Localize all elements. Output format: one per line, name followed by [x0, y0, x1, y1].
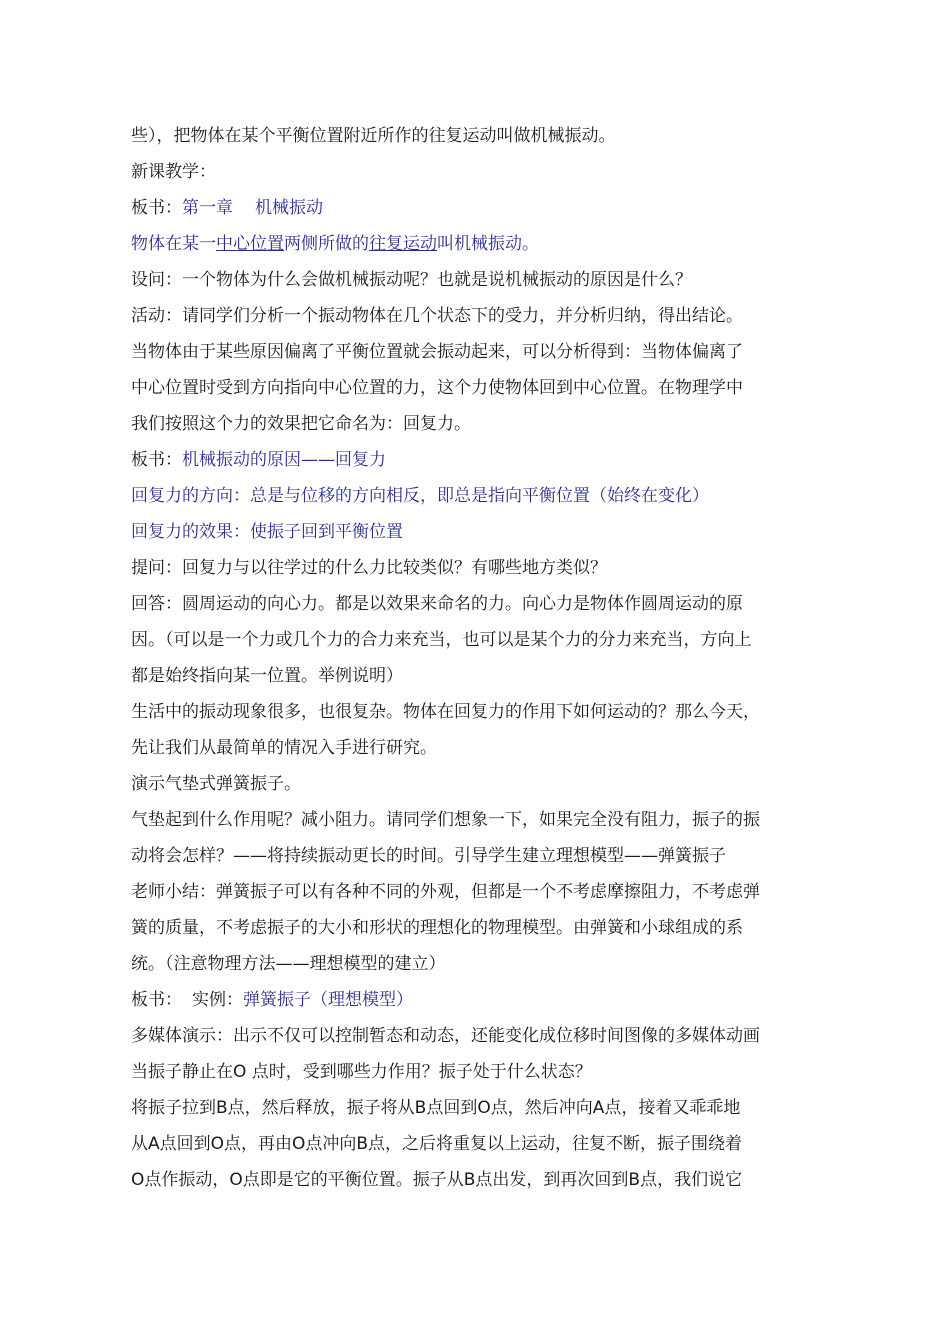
board-text: 机械振动的原因——回复力	[182, 450, 386, 470]
board-heading	[131, 442, 831, 478]
paragraph-line: 新课教学：	[131, 162, 216, 182]
paragraph-line: 提问：回复力与以往学过的什么力比较类似？有哪些地方类似？	[131, 558, 607, 578]
paragraph-line: 回复力的方向：总是与位移的方向相反，即总是指向平衡位置（始终在变化）	[131, 486, 709, 506]
example-label: 实例：	[192, 990, 243, 1010]
paragraph-line: 从A点回到O点，再由O点冲向B点，之后将重复以上运动，往复不断，振子围绕着	[131, 1134, 743, 1154]
underlined-term: 往复运动	[369, 234, 437, 254]
paragraph-line: 生活中的振动现象很多，也很复杂。物体在回复力的作用下如何运动的？那么今天，	[131, 702, 760, 722]
paragraph-line: 簧的质量，不考虑振子的大小和形状的理想化的物理模型。由弹簧和小球组成的系	[131, 918, 743, 938]
chapter-title: 机械振动	[255, 198, 323, 218]
underlined-term: 中心位置	[216, 234, 284, 254]
paragraph-line: 中心位置时受到方向指向中心位置的力，这个力使物体回到中心位置。在物理学中	[131, 378, 743, 398]
paragraph-line: 动将会怎样？——将持续振动更长的时间。引导学生建立理想模型——弹簧振子	[131, 846, 726, 866]
document-page	[131, 118, 831, 1198]
paragraph-line: 设问：一个物体为什么会做机械振动呢？也就是说机械振动的原因是什么？	[131, 270, 692, 290]
paragraph-line: 当物体由于某些原因偏离了平衡位置就会振动起来，可以分析得到：当物体偏离了	[131, 342, 743, 362]
paragraph-line: 当振子静止在O 点时，受到哪些力作用？振子处于什么状态？	[131, 1062, 592, 1082]
paragraph-line: 些），把物体在某个平衡位置附近所作的往复运动叫做机械振动。	[131, 126, 616, 146]
paragraph-line: 将振子拉到B点，然后释放，振子将从B点回到O点，然后冲向A点，接着又乖乖地	[131, 1098, 741, 1118]
board-prefix: 板书：	[131, 450, 182, 470]
paragraph-line: 活动：请同学们分析一个振动物体在几个状态下的受力，并分析归纳，得出结论。	[131, 306, 743, 326]
board-heading	[131, 982, 831, 1018]
paragraph-line: 气垫起到什么作用呢？减小阻力。请同学们想象一下，如果完全没有阻力，振子的振	[131, 810, 760, 830]
board-prefix: 板书：	[131, 990, 182, 1010]
paragraph-line: O点作振动，O点即是它的平衡位置。振子从B点出发，到再次回到B点，我们说它	[131, 1170, 743, 1190]
paragraph-line: 统。（注意物理方法——理想模型的建立）	[131, 954, 446, 974]
definition-line: 物体在某一中心位置两侧所做的往复运动叫机械振动。	[131, 234, 539, 254]
paragraph-line: 先让我们从最简单的情况入手进行研究。	[131, 738, 437, 758]
paragraph-line: 因。（可以是一个力或几个力的合力来充当，也可以是某个力的分力来充当，方向上	[131, 630, 752, 650]
board-prefix: 板书：	[131, 198, 182, 218]
paragraph-line: 老师小结：弹簧振子可以有各种不同的外观，但都是一个不考虑摩擦阻力，不考虑弹	[131, 882, 760, 902]
paragraph-line: 演示气垫式弹簧振子。	[131, 774, 301, 794]
chapter-label: 第一章	[182, 198, 233, 218]
paragraph-line: 我们按照这个力的效果把它命名为：回复力。	[131, 414, 471, 434]
paragraph-line: 回复力的效果：使振子回到平衡位置	[131, 522, 403, 542]
example-text: 弹簧振子（理想模型）	[243, 990, 413, 1010]
board-heading	[131, 190, 831, 226]
paragraph-line: 都是始终指向某一位置。举例说明）	[131, 666, 403, 686]
paragraph-line: 回答：圆周运动的向心力。都是以效果来命名的力。向心力是物体作圆周运动的原	[131, 594, 743, 614]
paragraph-line: 多媒体演示：出示不仅可以控制暂态和动态，还能变化成位移时间图像的多媒体动画	[131, 1026, 760, 1046]
